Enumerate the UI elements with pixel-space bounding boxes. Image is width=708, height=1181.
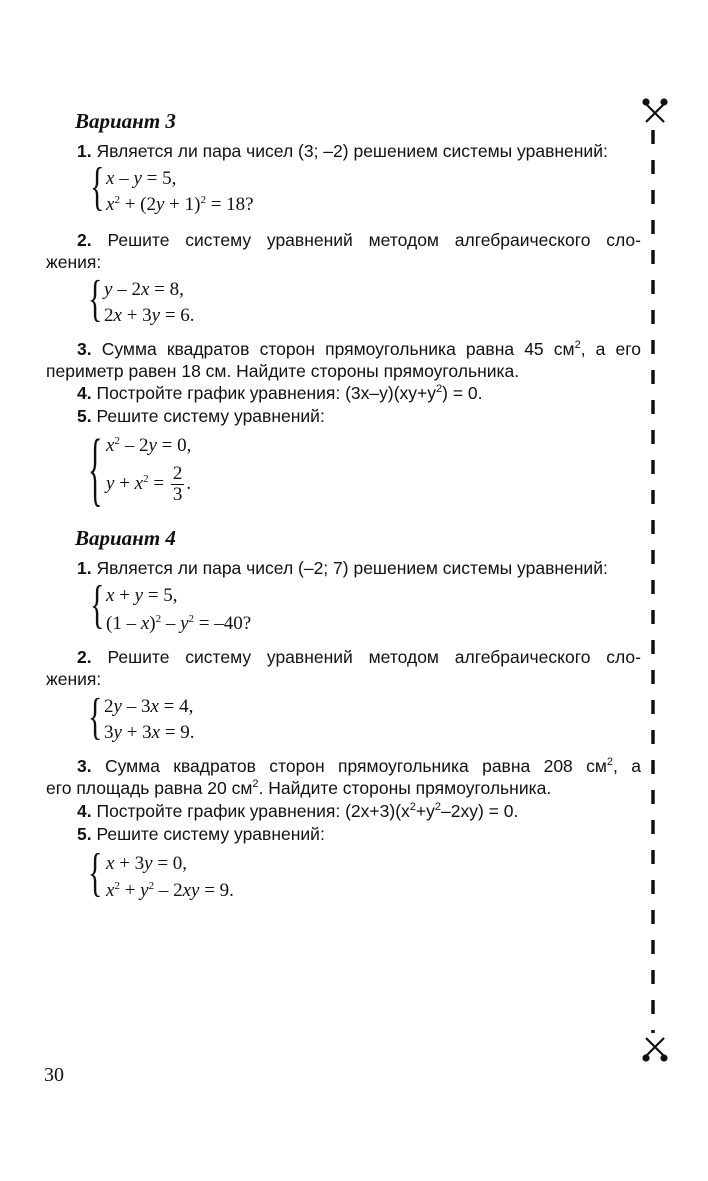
scissors-icon [644,1038,667,1061]
v3-task1-text: 1. Является ли пара чисел (3; –2) решением системы уравнений: [77,141,608,161]
v3-task5-eq1: $x^2 - 2y = 0$, [106,435,192,456]
v4-task2-eq1: 2y – 3x = 4, [104,696,194,717]
v3-task3-text-line2: периметр равен 18 см. Найдите стороны прямоугольника. [46,361,520,381]
v4-task3-text-line1: 3. Сумма квадратов сторон прямоугольника равна 208 $см^2$, а [77,756,641,776]
v3-task2-brace: { [88,270,103,327]
scissors-icon [644,100,667,123]
v4-task1-eq1: x + y = 5, [106,585,178,606]
v4-task1-brace: { [90,576,105,635]
variant-4-heading: Вариант 4 [75,526,176,550]
cut-line [640,98,670,1068]
variant-3-heading: Вариант 3 [75,109,176,133]
v4-task1-eq2: $(1 - x)^2 - y^2 = -40$? [106,613,252,634]
v4-task4-text: 4. Постройте график уравнения: $(2x+3)(x^2+y^2-2xy) = 0$. [77,801,519,821]
v3-task1-eq2: $x^2 + (2y + 1)^2 = 18$? [106,194,254,215]
v4-task5-eq1: x + 3y = 0, [106,853,188,874]
v4-task2-text-line2: жения: [46,669,102,689]
page-number: 30 [44,1064,64,1086]
v4-task2-eq2: 3y + 3x = 9. [104,722,195,743]
v4-task3-text-line2: его площадь равна 20 $см^2$. Найдите стороны прямоугольника. [46,778,552,798]
v4-task1-text: 1. Является ли пара чисел (–2; 7) решением системы уравнений: [77,558,608,578]
v3-task2-text-line2: жения: [46,252,102,272]
v3-task5-fraction: $\frac{2}{3}$ [172,463,183,505]
v4-task2-text-line1: 2. Решите систему уравнений методом алгебраического сло- [77,647,641,667]
v3-task5-text: 5. Решите систему уравнений: [77,406,325,426]
v3-task2-text-line1: 2. Решите систему уравнений методом алгебраического сло- [77,230,641,250]
v4-task5-text: 5. Решите систему уравнений: [77,824,325,844]
v3-task5-eq2: $y + x^2$ = $\frac{2}{3}$ . [106,463,192,505]
v3-task5-brace: { [88,424,103,516]
v3-task3-text-line1: 3. Сумма квадратов сторон прямоугольника равна 45 $см^2$, а его [77,339,641,359]
v4-task5-brace: { [88,844,103,903]
v4-task2-brace: { [88,688,103,745]
v3-task1-eq1: x – y = 5, [106,168,177,189]
v3-task2-eq2: 2x + 3y = 6. [104,305,195,326]
v3-task1-brace: { [90,158,105,217]
v3-task4-text: 4. Постройте график уравнения: $(3x-y)(xy+y^2) = 0$. [77,383,483,403]
v4-task5-eq2: $x^2 + y^2 - 2xy = 9$. [106,880,234,901]
v3-task2-eq1: y – 2x = 8, [104,279,184,300]
